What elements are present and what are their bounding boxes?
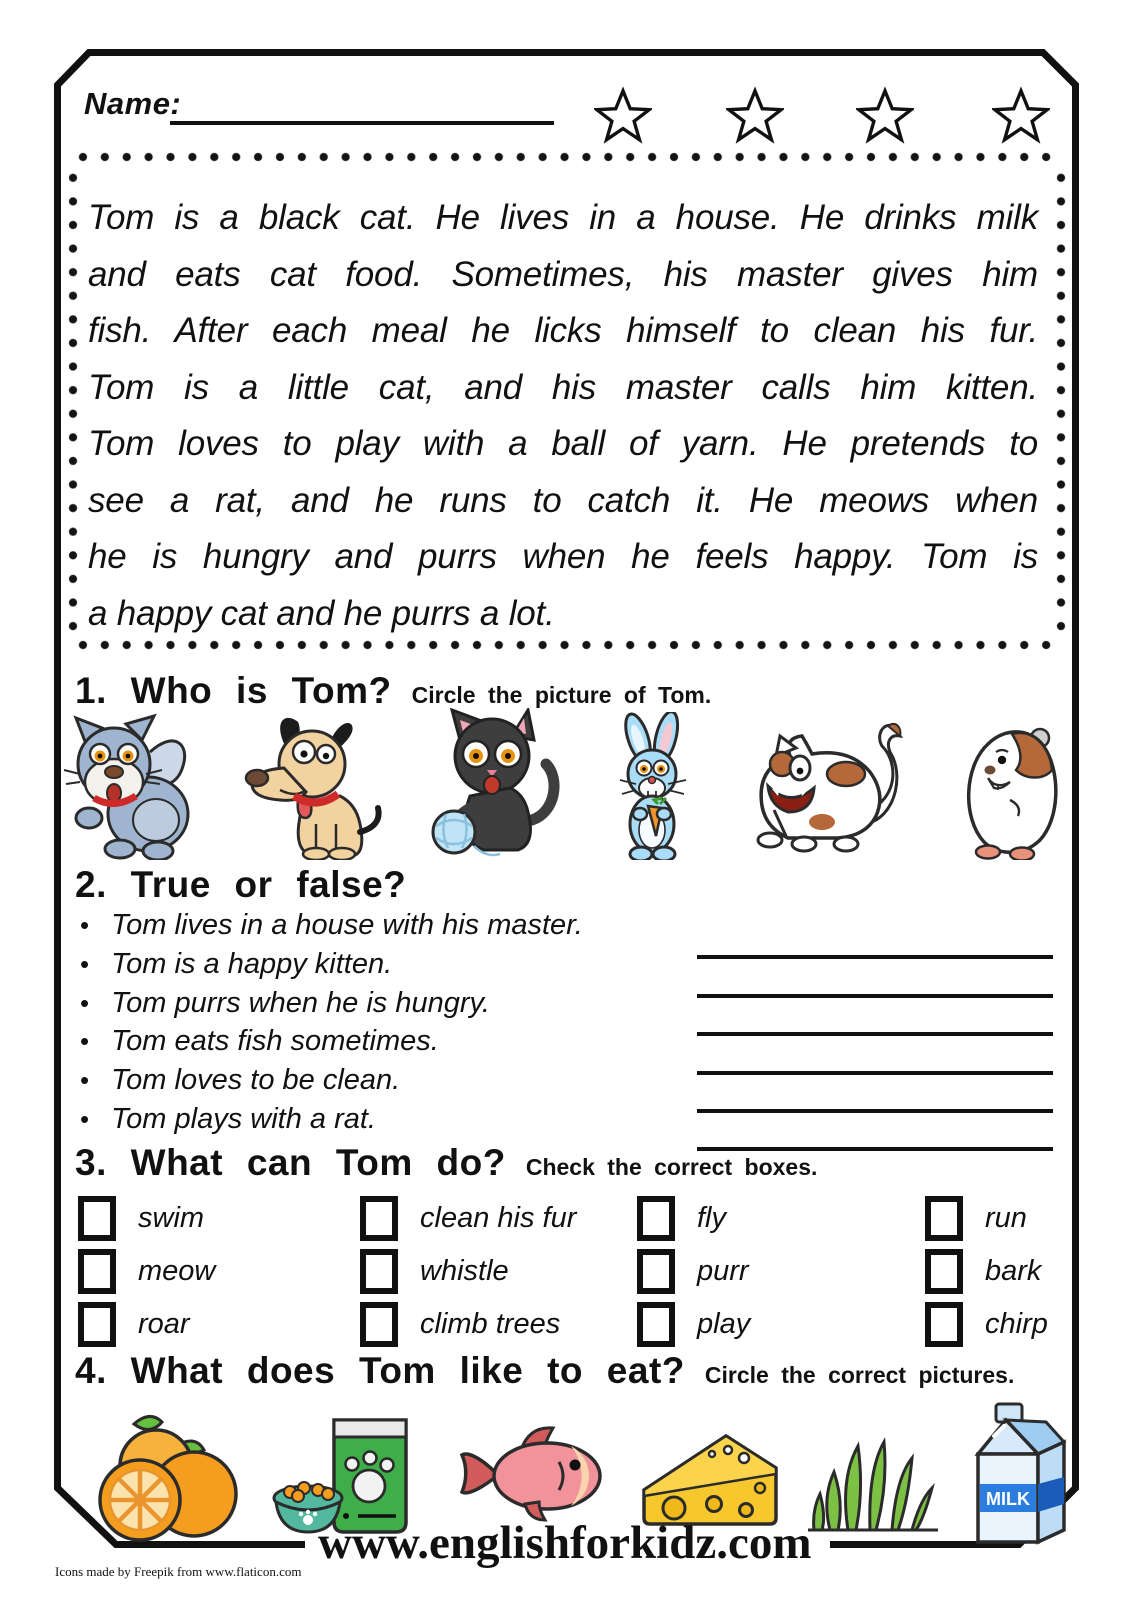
oranges-image[interactable] bbox=[82, 1408, 246, 1546]
passage-line: and eats cat food. Sometimes, his master gives him bbox=[88, 254, 1038, 294]
check-item bbox=[360, 1302, 560, 1347]
question-4-heading bbox=[75, 1350, 1014, 1392]
statement: • Tom loves to be clean. bbox=[80, 1061, 680, 1100]
star-icon bbox=[726, 86, 784, 146]
check-label: swim bbox=[138, 1202, 205, 1234]
name-label: Name: bbox=[84, 86, 182, 121]
check-item bbox=[637, 1249, 749, 1294]
check-item bbox=[78, 1196, 204, 1241]
answer-blank-line[interactable] bbox=[697, 1109, 1053, 1113]
check-label: play bbox=[697, 1308, 751, 1340]
check-label: fly bbox=[697, 1202, 726, 1234]
checkbox[interactable] bbox=[360, 1249, 398, 1294]
check-item bbox=[637, 1196, 726, 1241]
checkbox[interactable] bbox=[925, 1249, 963, 1294]
website-url: www.englishforkidz.com bbox=[318, 1517, 812, 1569]
grass-image[interactable] bbox=[798, 1430, 948, 1538]
question-3-instruction: Check the correct boxes. bbox=[525, 1154, 818, 1180]
blue-rabbit-with-carrot-image[interactable] bbox=[612, 712, 694, 860]
statement: • Tom eats fish sometimes. bbox=[80, 1022, 680, 1061]
check-label: whistle bbox=[420, 1255, 509, 1287]
checkbox[interactable] bbox=[360, 1196, 398, 1241]
check-label: meow bbox=[138, 1255, 216, 1287]
milk-label: MILK bbox=[986, 1489, 1030, 1509]
answer-blank-line[interactable] bbox=[697, 1071, 1053, 1075]
check-label: roar bbox=[138, 1308, 190, 1340]
check-label: purr bbox=[697, 1255, 749, 1287]
check-item bbox=[78, 1249, 215, 1294]
hamster-image[interactable] bbox=[954, 712, 1066, 860]
check-item bbox=[78, 1302, 190, 1347]
checkbox[interactable] bbox=[78, 1302, 116, 1347]
checkbox[interactable] bbox=[637, 1302, 675, 1347]
check-label: climb trees bbox=[420, 1308, 561, 1340]
check-item bbox=[637, 1302, 750, 1347]
icon-credit: Icons made by Freepik from www.flaticon.com bbox=[55, 1564, 302, 1579]
passage-line: Tom is a black cat. He lives in a house. He drinks milk bbox=[88, 198, 1038, 237]
question-number-title: 1. Who is Tom? bbox=[75, 670, 392, 711]
check-label: clean his fur bbox=[420, 1202, 577, 1234]
check-item bbox=[925, 1196, 1027, 1241]
passage-line: fish. After each meal he licks himself to clean his fur. bbox=[88, 311, 1038, 350]
checkbox[interactable] bbox=[925, 1196, 963, 1241]
passage-line: Tom is a little cat, and his master calls him kitten. bbox=[88, 367, 1038, 407]
check-item bbox=[360, 1196, 576, 1241]
white-brown-cat-image[interactable] bbox=[726, 710, 914, 860]
statement: • Tom is a happy kitten. bbox=[80, 945, 680, 984]
true-false-list bbox=[80, 906, 680, 1139]
grey-cat-image[interactable] bbox=[62, 712, 198, 860]
check-item bbox=[925, 1249, 1041, 1294]
answer-blank-line[interactable] bbox=[697, 1032, 1053, 1036]
question-number-title: 2. True or false? bbox=[75, 864, 407, 905]
check-label: bark bbox=[985, 1255, 1042, 1287]
question-1-heading bbox=[75, 670, 711, 712]
reading-passage bbox=[88, 190, 1038, 642]
dog-image[interactable] bbox=[244, 712, 384, 860]
passage-line: a happy cat and he purrs a lot. bbox=[88, 593, 555, 633]
star-icon bbox=[992, 86, 1050, 146]
question-2-heading bbox=[75, 864, 406, 906]
statement: • Tom lives in a house with his master. bbox=[80, 906, 680, 945]
question-number-title: 3. What can Tom do? bbox=[75, 1142, 506, 1183]
statement: • Tom plays with a rat. bbox=[80, 1100, 680, 1139]
star-icon bbox=[856, 86, 914, 146]
passage-line: see a rat, and he runs to catch it. He meows when bbox=[88, 480, 1038, 520]
question-4-instruction: Circle the correct pictures. bbox=[704, 1362, 1015, 1388]
star-icon bbox=[594, 86, 652, 146]
checkbox[interactable] bbox=[78, 1196, 116, 1241]
fish-image[interactable] bbox=[455, 1418, 613, 1530]
passage-line: Tom loves to play with a ball of yarn. He pretends to bbox=[88, 424, 1038, 463]
checkbox[interactable] bbox=[78, 1249, 116, 1294]
check-label: run bbox=[985, 1202, 1027, 1234]
name-input-line[interactable] bbox=[170, 121, 554, 125]
answer-blank-line[interactable] bbox=[697, 994, 1053, 998]
answer-blank-line[interactable] bbox=[697, 955, 1053, 959]
black-cat-with-yarn-image[interactable] bbox=[424, 708, 572, 860]
checkbox[interactable] bbox=[637, 1249, 675, 1294]
checkbox[interactable] bbox=[925, 1302, 963, 1347]
question-3-heading bbox=[75, 1142, 817, 1184]
check-item bbox=[360, 1249, 509, 1294]
passage-line: he is hungry and purrs when he feels happy. Tom is bbox=[88, 537, 1038, 576]
checkbox[interactable] bbox=[637, 1196, 675, 1241]
milk-carton-image[interactable] bbox=[952, 1392, 1080, 1554]
check-label: chirp bbox=[985, 1308, 1048, 1340]
statement: • Tom purrs when he is hungry. bbox=[80, 984, 680, 1023]
question-number-title: 4. What does Tom like to eat? bbox=[75, 1350, 685, 1391]
question-1-instruction: Circle the picture of Tom. bbox=[411, 682, 712, 708]
check-item bbox=[925, 1302, 1048, 1347]
checkbox[interactable] bbox=[360, 1302, 398, 1347]
